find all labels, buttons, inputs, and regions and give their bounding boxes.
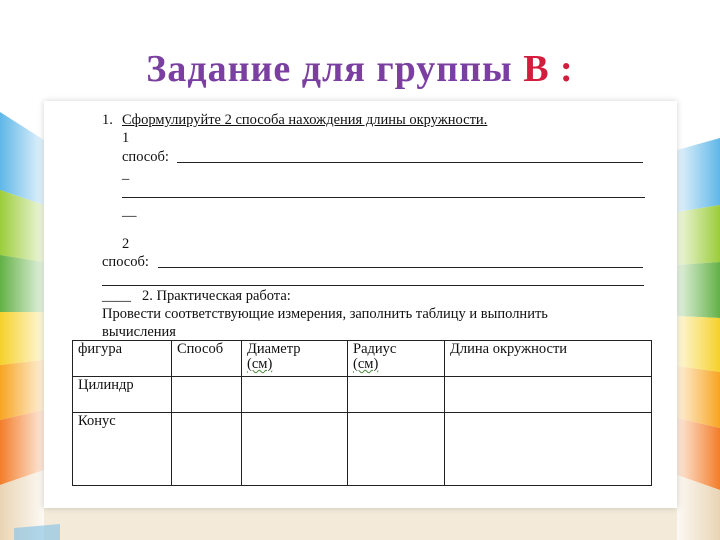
- table-row: [73, 413, 652, 486]
- method2-number: 2: [122, 236, 130, 252]
- table-header-row: [73, 341, 652, 377]
- method1-end-mark: __: [122, 203, 137, 219]
- cell-empty: [172, 377, 242, 413]
- method2-answer-line: [158, 267, 643, 268]
- cell-empty: [445, 413, 652, 486]
- cell-empty: [445, 377, 652, 413]
- header-radius: Радиус (см): [348, 341, 445, 377]
- measurement-table: [72, 340, 652, 486]
- header-circumference: Длина окружности: [445, 341, 652, 377]
- slide-title-group-letter: В: [523, 48, 550, 90]
- task1-number: 1.: [102, 112, 113, 128]
- table-row: [73, 377, 652, 413]
- method2-answer-line-2: [102, 285, 644, 286]
- method1-label: способ:: [122, 149, 169, 165]
- row-cylinder-figure: Цилиндр: [73, 377, 172, 413]
- task1-text: Сформулируйте 2 способа нахождения длины окружности.: [122, 112, 488, 128]
- task2-instruction-line2: вычисления: [102, 324, 176, 338]
- cell-empty: [348, 377, 445, 413]
- cell-empty: [242, 413, 348, 486]
- method1-answer-line: [177, 162, 643, 163]
- slide-title-colon: :: [560, 48, 574, 90]
- method2-label: способ:: [102, 254, 149, 270]
- task2-title: 2. Практическая работа:: [142, 288, 291, 304]
- task2-prefix-line: ____: [102, 288, 131, 304]
- header-method: Способ: [172, 341, 242, 377]
- header-figure: фигура: [73, 341, 172, 377]
- cell-empty: [242, 377, 348, 413]
- header-diameter: Диаметр (см): [242, 341, 348, 377]
- cell-empty: [172, 413, 242, 486]
- slide-title: [0, 44, 720, 94]
- cell-empty: [348, 413, 445, 486]
- row-cone-figure: Конус: [73, 413, 172, 486]
- slide-title-main: Задание для группы: [146, 48, 513, 90]
- method1-answer-line-2: [122, 197, 645, 198]
- method1-number: 1: [122, 130, 130, 146]
- task2-instruction-line1: Провести соответствующие измерения, заполнить таблицу и выполнить: [102, 306, 548, 322]
- method1-cont-dash: _: [122, 166, 130, 182]
